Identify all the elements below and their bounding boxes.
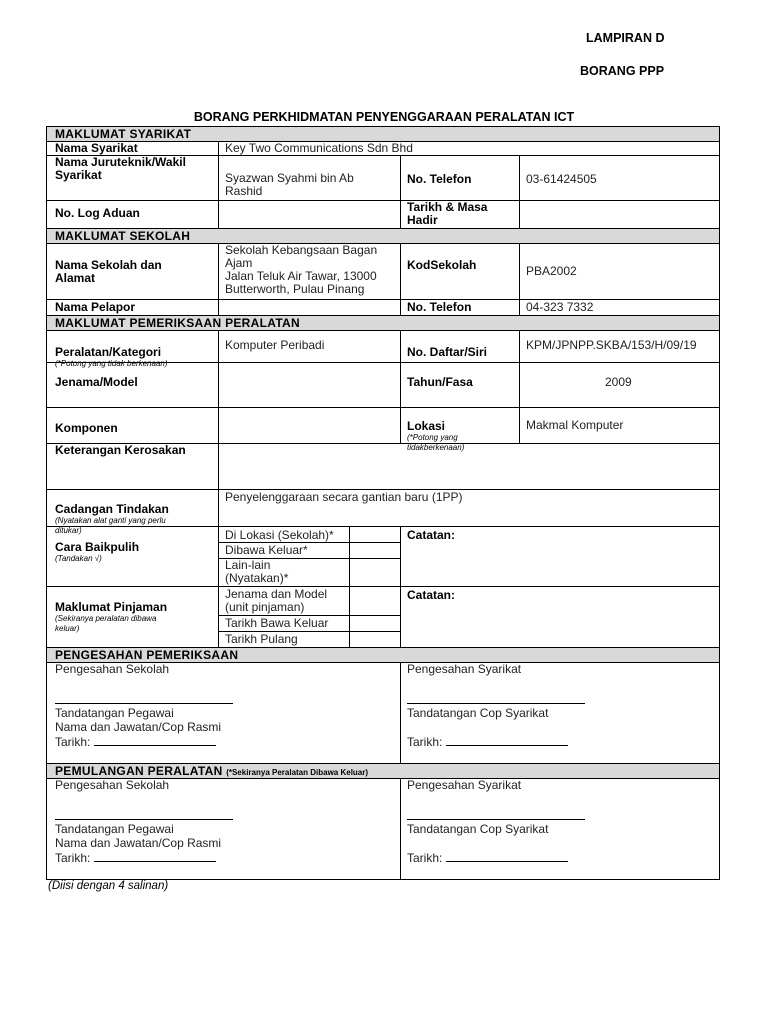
grid-line xyxy=(400,526,401,647)
baikpulih-note: (Tandakan √) xyxy=(55,554,102,563)
pinjaman-option-pulang: Tarikh Pulang xyxy=(225,632,298,646)
section-peralatan: MAKLUMAT PEMERIKSAAN PERALATAN xyxy=(47,316,719,330)
cadangan-note: (Nyatakan alat ganti yang perlu ditukar) xyxy=(55,516,166,535)
grid-line xyxy=(47,407,719,408)
section-pemulangan xyxy=(47,764,719,778)
grid-line xyxy=(47,243,719,244)
grid-line xyxy=(219,542,400,543)
section-syarikat: MAKLUMAT SYARIKAT xyxy=(47,127,719,141)
baikpulih-label-cell xyxy=(55,528,215,563)
grid-line xyxy=(349,526,350,647)
log-aduan-input[interactable] xyxy=(219,201,399,227)
pemulangan-syarikat-label: Pengesahan Syarikat xyxy=(407,778,522,792)
kategori-value[interactable]: Komputer Peribadi xyxy=(225,338,325,352)
nama-sekolah-label: Nama Sekolah dan Alamat xyxy=(55,258,162,285)
grid-line xyxy=(519,243,520,315)
footer-note: (Diisi dengan 4 salinan) xyxy=(48,880,169,892)
telefon-sekolah-label: No. Telefon xyxy=(407,300,472,314)
grid-line xyxy=(47,763,719,764)
jenama-model-input[interactable] xyxy=(219,363,399,407)
signature-line-pemulangan-syarikat[interactable] xyxy=(407,809,587,821)
pinjaman-option-jenama: Jenama dan Model (unit pinjaman) xyxy=(225,587,328,614)
grid-line xyxy=(219,558,400,559)
baikpulih-option-keluar: Dibawa Keluar* xyxy=(225,543,308,557)
tarikh-syarikat-field[interactable] xyxy=(407,735,707,748)
cadangan-value[interactable]: Penyelenggaraan secara gantian baru (1PP) xyxy=(225,490,463,504)
kod-sekolah-label: KodSekolah xyxy=(407,258,477,272)
nama-jawatan-label: Nama dan Jawatan/Cop Rasmi xyxy=(55,720,222,734)
pemulangan-note: (*Sekiranya Peralatan Dibawa Keluar) xyxy=(226,768,369,777)
signature-line-sekolah[interactable] xyxy=(55,693,235,705)
grid-line xyxy=(47,200,719,201)
pemulangan-tarikh-syarikat[interactable] xyxy=(407,851,707,864)
daftar-siri-value[interactable]: KPM/JPNPP.SKBA/153/H/09/19 xyxy=(526,338,697,352)
pemulangan-title: PEMULANGAN PERALATAN xyxy=(55,764,227,778)
grid-line xyxy=(47,330,719,331)
pinjaman-input-jenama[interactable] xyxy=(350,587,400,615)
lokasi-label: Lokasi xyxy=(407,419,446,433)
grid-line xyxy=(400,662,401,763)
grid-line xyxy=(47,299,719,300)
grid-line xyxy=(218,243,219,315)
pengesahan-sekolah-label: Pengesahan Sekolah xyxy=(55,662,170,676)
maintenance-form xyxy=(46,126,720,880)
kerosakan-label: Keterangan Kerosakan xyxy=(55,443,186,457)
telefon-syarikat-value[interactable]: 03-61424505 xyxy=(526,172,597,186)
grid-line xyxy=(47,141,719,142)
tahun-fasa-value[interactable]: 2009 xyxy=(605,375,632,389)
grid-line xyxy=(219,631,400,632)
grid-line xyxy=(400,155,401,228)
grid-line xyxy=(47,526,719,527)
pemulangan-tarikh-syarikat-label: Tarikh: xyxy=(407,851,446,865)
lampiran-label: LAMPIRAN D xyxy=(586,31,665,45)
grid-line xyxy=(219,615,400,616)
pinjaman-label: Maklumat Pinjaman xyxy=(55,600,168,614)
grid-line xyxy=(47,489,719,490)
tarikh-sekolah-label: Tarikh: xyxy=(55,735,94,749)
nama-sekolah-value[interactable]: Sekolah Kebangsaan Bagan Ajam Jalan Teluk Air Tawar, 13000 Butterworth, Pulau Pinang xyxy=(225,243,378,296)
tahun-fasa-label: Tahun/Fasa xyxy=(407,375,473,389)
pinjaman-option-bawa: Tarikh Bawa Keluar xyxy=(225,616,329,630)
page-title: BORANG PERKHIDMATAN PENYENGGARAAN PERALATAN ICT xyxy=(193,110,575,124)
grid-line xyxy=(218,141,219,228)
telefon-sekolah-value[interactable]: 04-323 7332 xyxy=(526,300,594,314)
baikpulih-option-lain: Lain-lain (Nyatakan)* xyxy=(225,558,289,585)
baikpulih-check-keluar[interactable] xyxy=(350,543,400,558)
tarikh-syarikat-label: Tarikh: xyxy=(407,735,446,749)
pemulangan-tt-pegawai: Tandatangan Pegawai xyxy=(55,822,174,836)
lokasi-note: (*Potong yang tidakberkenaan) xyxy=(407,433,465,452)
signature-line-syarikat[interactable] xyxy=(407,693,587,705)
jenama-model-label: Jenama/Model xyxy=(55,375,138,389)
baikpulih-check-lokasi[interactable] xyxy=(350,528,400,543)
grid-line xyxy=(47,662,719,663)
kategori-note: (*Potong yang tidak berkenaan) xyxy=(55,359,168,368)
kategori-label-cell xyxy=(55,333,225,368)
pinjaman-label-cell xyxy=(55,588,220,633)
log-aduan-label: No. Log Aduan xyxy=(55,206,140,220)
lokasi-value[interactable]: Makmal Komputer xyxy=(526,418,624,432)
pengesahan-syarikat-label: Pengesahan Syarikat xyxy=(407,662,522,676)
grid-line xyxy=(519,330,520,443)
grid-line xyxy=(47,647,719,648)
lokasi-label-cell xyxy=(407,407,519,452)
grid-line xyxy=(400,778,401,879)
grid-line xyxy=(519,155,520,228)
komponen-input[interactable] xyxy=(219,408,399,444)
catatan-pinjaman-label: Catatan: xyxy=(407,588,456,602)
tt-pegawai-label: Tandatangan Pegawai xyxy=(55,706,174,720)
pemulangan-nama-jawatan: Nama dan Jawatan/Cop Rasmi xyxy=(55,836,222,850)
tarikh-masa-input[interactable] xyxy=(520,201,718,227)
juruteknik-value[interactable]: Syazwan Syahmi bin Ab Rashid xyxy=(225,171,354,198)
pemulangan-tt-cop: Tandatangan Cop Syarikat xyxy=(407,822,549,836)
grid-line xyxy=(47,443,719,444)
grid-line xyxy=(47,228,719,229)
grid-line xyxy=(400,243,401,315)
nama-syarikat-value[interactable]: Key Two Communications Sdn Bhd xyxy=(225,141,413,155)
nama-pelapor-input[interactable] xyxy=(219,300,399,314)
juruteknik-label: Nama Juruteknik/Wakil Syarikat xyxy=(55,155,186,182)
baikpulih-check-lain[interactable] xyxy=(350,559,400,587)
cadangan-label-cell xyxy=(55,490,225,535)
grid-line xyxy=(47,362,719,363)
kategori-label: Peralatan/Kategori xyxy=(55,345,162,359)
baikpulih-option-lokasi: Di Lokasi (Sekolah)* xyxy=(225,528,334,542)
pemulangan-sekolah-label: Pengesahan Sekolah xyxy=(55,778,170,792)
telefon-syarikat-label: No. Telefon xyxy=(407,172,472,186)
cadangan-label: Cadangan Tindakan xyxy=(55,502,169,516)
section-pengesahan: PENGESAHAN PEMERIKSAAN xyxy=(47,648,719,662)
nama-pelapor-label: Nama Pelapor xyxy=(55,300,136,314)
section-sekolah: MAKLUMAT SEKOLAH xyxy=(47,229,719,243)
grid-line xyxy=(47,155,719,156)
kerosakan-input[interactable] xyxy=(219,444,717,488)
grid-line xyxy=(400,330,401,443)
pinjaman-note: (Sekiranya peralatan dibawa keluar) xyxy=(55,614,157,633)
grid-line xyxy=(218,330,219,647)
grid-line xyxy=(47,315,719,316)
grid-line xyxy=(47,586,719,587)
catatan-baikpulih-label: Catatan: xyxy=(407,528,456,542)
pinjaman-input-bawa[interactable] xyxy=(350,616,400,631)
tarikh-sekolah-field[interactable] xyxy=(55,735,395,748)
pemulangan-tarikh-sekolah-label: Tarikh: xyxy=(55,851,94,865)
tt-cop-label: Tandatangan Cop Syarikat xyxy=(407,706,549,720)
nama-syarikat-label: Nama Syarikat xyxy=(55,141,138,155)
borang-code: BORANG PPP xyxy=(580,64,665,78)
pinjaman-input-pulang[interactable] xyxy=(350,632,400,647)
tarikh-masa-label: Tarikh & Masa Hadir xyxy=(407,200,488,227)
signature-line-pemulangan-sekolah[interactable] xyxy=(55,809,235,821)
grid-line xyxy=(47,778,719,779)
baikpulih-label: Cara Baikpulih xyxy=(55,540,140,554)
kod-sekolah-value[interactable]: PBA2002 xyxy=(526,264,577,278)
daftar-siri-label: No. Daftar/Siri xyxy=(407,345,488,359)
komponen-label: Komponen xyxy=(55,421,118,435)
pemulangan-tarikh-sekolah[interactable] xyxy=(55,851,395,864)
